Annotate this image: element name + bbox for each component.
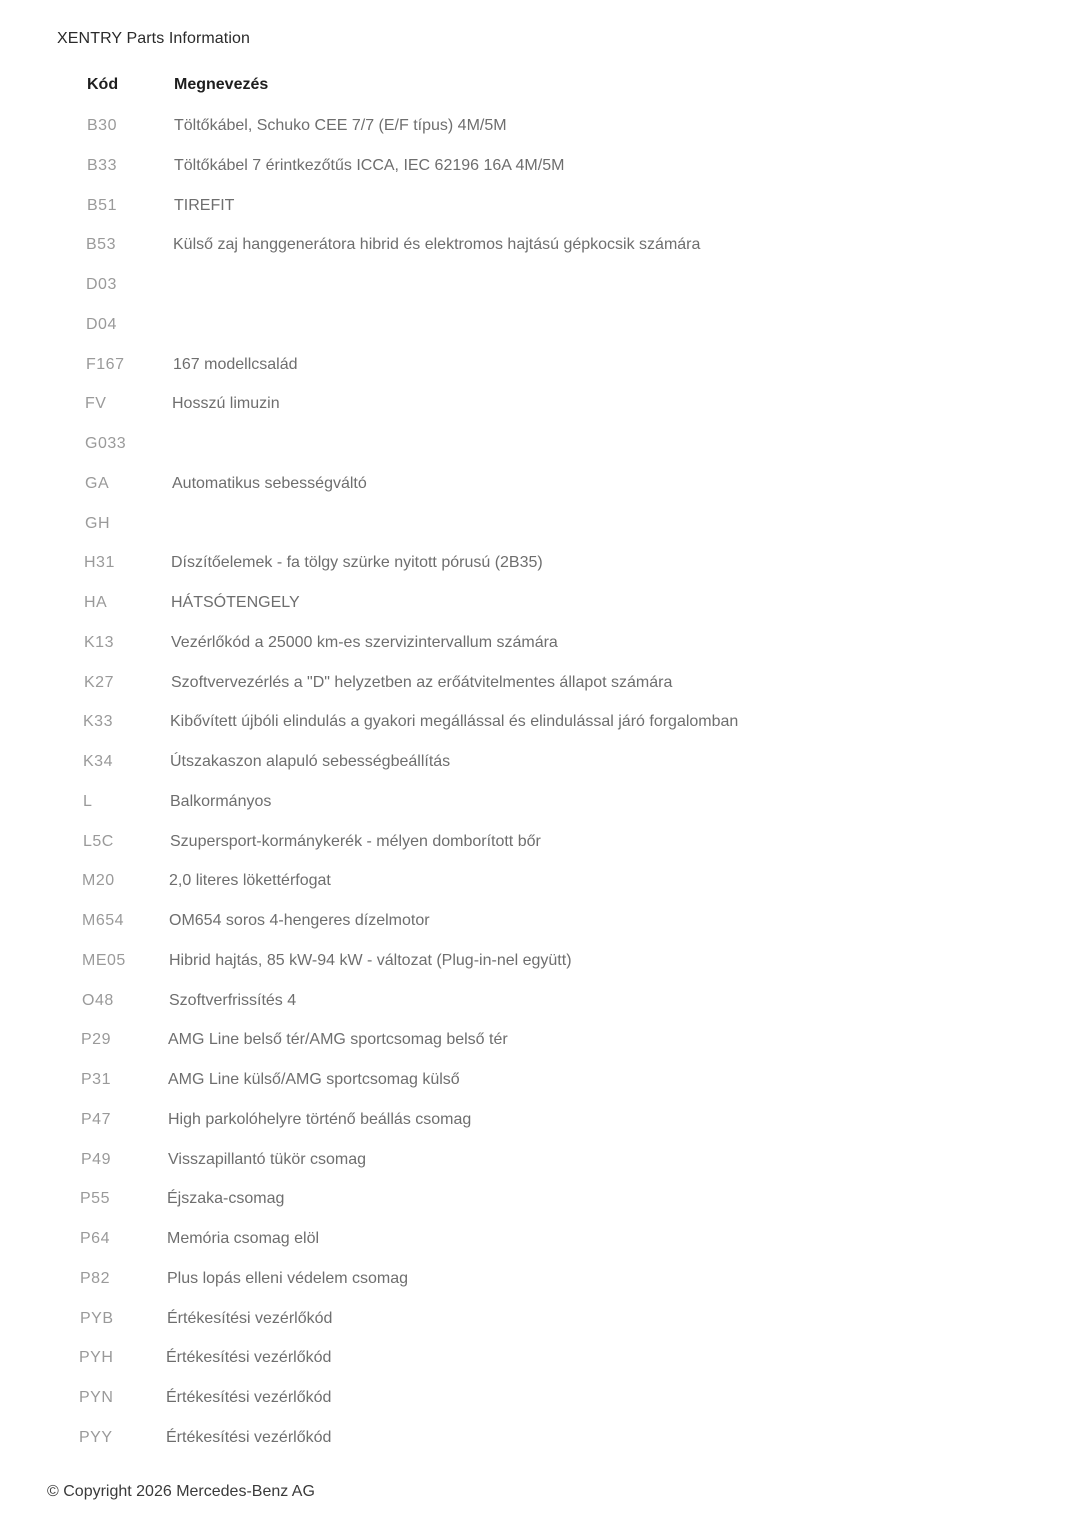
row-code: K34 bbox=[83, 753, 113, 770]
row-code: GA bbox=[85, 475, 110, 492]
row-code: P55 bbox=[80, 1190, 110, 1207]
row-code: K33 bbox=[83, 713, 113, 730]
row-code: P31 bbox=[81, 1071, 111, 1088]
row-name: Szupersport-kormánykerék - mélyen domborított bőr bbox=[170, 833, 541, 850]
row-name: TIREFIT bbox=[174, 197, 235, 214]
row-code: GH bbox=[85, 515, 110, 532]
row-code: B30 bbox=[87, 117, 117, 134]
row-code: M654 bbox=[82, 912, 125, 929]
row-code: D03 bbox=[86, 276, 117, 293]
row-code: O48 bbox=[82, 992, 114, 1009]
row-code: K13 bbox=[84, 634, 114, 651]
row-code: H31 bbox=[84, 554, 115, 571]
row-name: OM654 soros 4-hengeres dízelmotor bbox=[169, 912, 430, 929]
row-code: L5C bbox=[83, 833, 114, 850]
row-name: HÁTSÓTENGELY bbox=[171, 594, 300, 611]
row-name: Külső zaj hanggenerátora hibrid és elektromos hajtású gépkocsik számára bbox=[173, 236, 701, 253]
row-name: Útszakaszon alapuló sebességbeállítás bbox=[170, 753, 451, 770]
row-code: PYB bbox=[80, 1310, 114, 1327]
row-code: P49 bbox=[81, 1151, 111, 1168]
row-name: Visszapillantó tükör csomag bbox=[168, 1151, 367, 1168]
row-name: Értékesítési vezérlőkód bbox=[166, 1389, 332, 1406]
row-name: Szoftverfrissítés 4 bbox=[169, 992, 297, 1009]
column-header-name: Megnevezés bbox=[174, 76, 269, 93]
row-code: L bbox=[83, 793, 93, 810]
document-title: XENTRY Parts Information bbox=[57, 30, 250, 47]
row-name: Szoftvervezérlés a "D" helyzetben az erőátvitelmentes állapot számára bbox=[171, 674, 673, 691]
row-name: Hosszú limuzin bbox=[172, 395, 280, 412]
row-name: Memória csomag elöl bbox=[167, 1230, 320, 1247]
row-code: PYN bbox=[79, 1389, 114, 1406]
row-name: Éjszaka-csomag bbox=[167, 1190, 285, 1207]
row-name: Díszítőelemek - fa tölgy szürke nyitott pórusú (2B35) bbox=[171, 554, 543, 571]
row-name: Töltőkábel, Schuko CEE 7/7 (E/F típus) 4M/5M bbox=[174, 117, 507, 134]
row-name: Kibővített újbóli elindulás a gyakori megállással és elindulással járó forgalomban bbox=[170, 713, 739, 730]
row-name: 2,0 literes lökettérfogat bbox=[169, 872, 331, 889]
row-code: F167 bbox=[86, 356, 125, 373]
row-code: P64 bbox=[80, 1230, 110, 1247]
row-name: AMG Line külső/AMG sportcsomag külső bbox=[168, 1071, 460, 1088]
row-code: PYH bbox=[79, 1349, 114, 1366]
row-code: D04 bbox=[86, 316, 117, 333]
row-code: B51 bbox=[87, 197, 117, 214]
row-code: ME05 bbox=[82, 952, 126, 969]
row-name: Balkormányos bbox=[170, 793, 272, 810]
row-code: FV bbox=[85, 395, 107, 412]
row-code: B33 bbox=[87, 157, 117, 174]
row-code: P82 bbox=[80, 1270, 110, 1287]
row-code: P29 bbox=[81, 1031, 111, 1048]
row-code: B53 bbox=[86, 236, 116, 253]
row-code: G033 bbox=[85, 435, 127, 452]
column-header-code: Kód bbox=[87, 76, 119, 93]
row-name: Értékesítési vezérlőkód bbox=[167, 1310, 333, 1327]
row-code: K27 bbox=[84, 674, 114, 691]
row-name: AMG Line belső tér/AMG sportcsomag belső tér bbox=[168, 1031, 508, 1048]
row-code: PYY bbox=[79, 1429, 113, 1446]
row-name: Plus lopás elleni védelem csomag bbox=[167, 1270, 409, 1287]
row-name: Értékesítési vezérlőkód bbox=[166, 1349, 332, 1366]
row-name: Értékesítési vezérlőkód bbox=[166, 1429, 332, 1446]
row-name: High parkolóhelyre történő beállás csomag bbox=[168, 1111, 472, 1128]
row-name: 167 modellcsalád bbox=[173, 356, 298, 373]
row-code: M20 bbox=[82, 872, 115, 889]
row-name: Automatikus sebességváltó bbox=[172, 475, 367, 492]
row-name: Töltőkábel 7 érintkezőtűs ICCA, IEC 62196 16A 4M/5M bbox=[174, 157, 565, 174]
row-code: P47 bbox=[81, 1111, 111, 1128]
row-code: HA bbox=[84, 594, 108, 611]
row-name: Hibrid hajtás, 85 kW-94 kW - változat (Plug-in-nel együtt) bbox=[169, 952, 572, 969]
row-name: Vezérlőkód a 25000 km-es szervizintervallum számára bbox=[171, 634, 558, 651]
copyright-footer: © Copyright 2026 Mercedes-Benz AG bbox=[47, 1483, 315, 1500]
